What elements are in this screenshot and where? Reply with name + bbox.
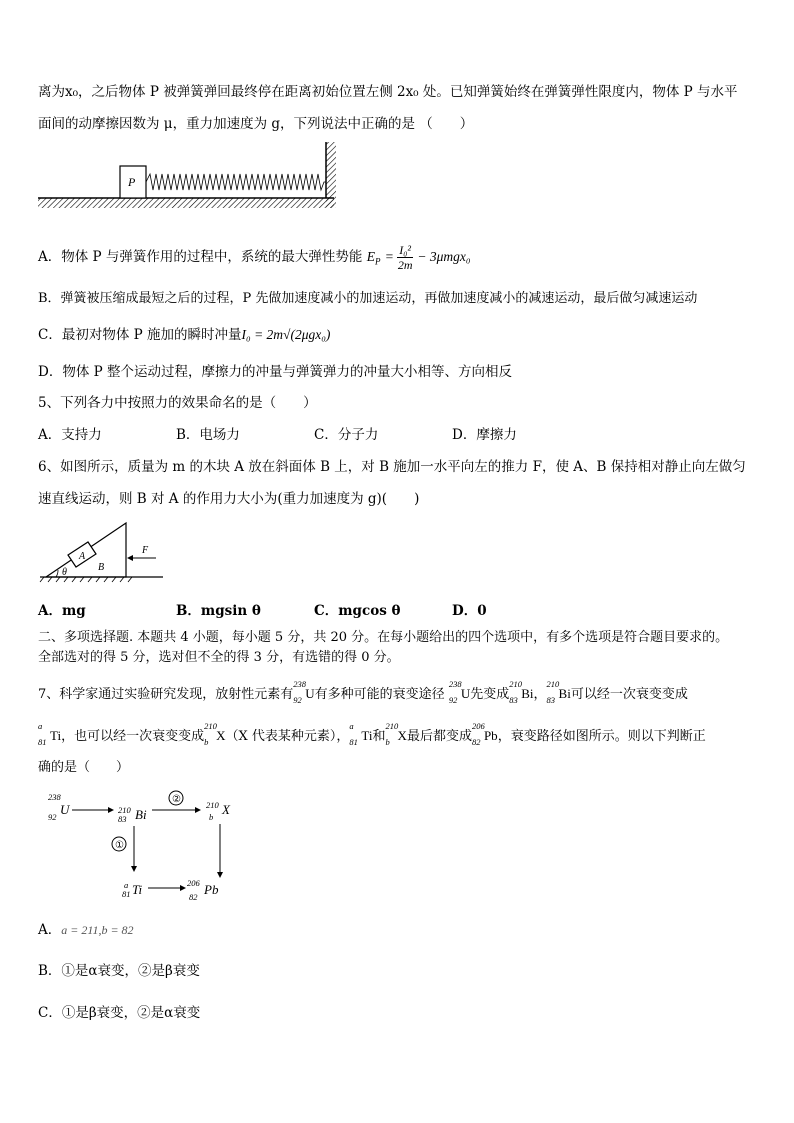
q5-option-c[interactable]: C．分子力 (314, 427, 379, 443)
nuclide-pb206: 206 82 Pb (471, 721, 498, 747)
svg-text:81: 81 (122, 889, 131, 899)
q5-option-a[interactable]: A．支持力 (38, 427, 102, 443)
svg-text:b: b (209, 812, 214, 822)
q6-stem-line2: 速直线运动，则 B 对 A 的作用力大小为(重力加速度为 g)( ) (38, 491, 420, 507)
svg-text:210: 210 (206, 800, 219, 810)
label-b: B (98, 562, 105, 573)
svg-text:a: a (124, 880, 129, 890)
q5-stem: 5、下列各力中按照力的效果命名的是（ ） (38, 395, 317, 411)
q6-option-a[interactable]: A．mg (38, 603, 86, 619)
svg-text:Ti: Ti (132, 882, 143, 897)
section2-line1: 二、多项选择题. 本题共 4 小题，每小题 5 分，共 20 分。在每小题给出的四个选项中，有多个选项是符合题目要求的。 (38, 630, 729, 645)
q6-option-d[interactable]: D．0 (452, 603, 487, 619)
svg-text:Bi: Bi (135, 807, 147, 822)
nuclide-ti: a 81 Ti (38, 721, 62, 747)
nuclide-u238: 238 92 U (293, 679, 315, 705)
q5-option-b[interactable]: B．电场力 (176, 427, 240, 443)
svg-text:210: 210 (118, 805, 131, 815)
svg-text:206: 206 (187, 878, 200, 888)
q7-stem-line3: 确的是（ ） (38, 760, 130, 775)
svg-text:83: 83 (118, 814, 127, 824)
path-label-2: ② (172, 794, 181, 805)
q7-option-a[interactable]: A．a = 211,b = 82 (38, 922, 134, 938)
q7-stem-line2: a 81 Ti，也可以经一次衰变变成 210 b X（X 代表某种元素）， a 81 Ti和 210 b X最后都变成 206 82 Pb，衰变路径如图所示。则以下判断正 (38, 721, 706, 747)
q7-option-b[interactable]: B．①是α衰变，②是β衰变 (38, 963, 200, 979)
q4-option-a[interactable]: A．物体 P 与弹簧作用的过程中，系统的最大弹性势能 $E_P$ = $\frac{\text{I₀²}}{2m}$ − 3μmgx₀ (38, 243, 471, 272)
q5-option-d[interactable]: D．摩擦力 (452, 427, 517, 443)
incline-figure (38, 518, 168, 583)
label-a: A (79, 551, 86, 562)
svg-text:Pb: Pb (204, 882, 219, 897)
label-theta: θ (62, 567, 67, 578)
q7-stem-line1: 7、科学家通过实验研究发现，放射性元素有 238 92 U有多种可能的衰变途径 238 92 U先变成 210 83 Bi， 210 83 Bi可以经一次衰变变成 (38, 679, 688, 705)
q7-option-c[interactable]: C．①是β衰变，②是α衰变 (38, 1005, 201, 1021)
label-f: F (142, 545, 149, 556)
q6-stem-line1: 6、如图所示，质量为 m 的木块 A 放在斜面体 B 上，对 B 施加一水平向左的推力 F，使 A、B 保持相对静止向左做匀 (38, 459, 746, 475)
section2-line2: 全部选对的得 5 分，选对但不全的得 3 分，有选错的得 0 分。 (38, 650, 400, 665)
svg-text:X: X (222, 802, 230, 817)
svg-text:92: 92 (48, 812, 57, 822)
nuclide-bi210: 210 83 Bi (509, 679, 534, 705)
q4-option-c[interactable]: C．最初对物体 P 施加的瞬时冲量I₀ = 2m√(2μgx₀) (38, 327, 331, 343)
q4-stem-line2: 面间的动摩擦因数为 μ，重力加速度为 g，下列说法中正确的是 （ ） (38, 116, 474, 132)
decay-diagram (44, 786, 254, 904)
svg-text:82: 82 (189, 892, 198, 902)
q4-option-d[interactable]: D．物体 P 整个运动过程，摩擦力的冲量与弹簧弹力的冲量大小相等、方向相反 (38, 364, 512, 380)
q6-option-b[interactable]: B．mgsin θ (176, 603, 261, 619)
q4-stem-line1: 离为x₀，之后物体 P 被弹簧弹回最终停在距离初始位置左侧 2x₀ 处。已知弹簧始终在弹簧弹性限度内，物体 P 与水平 (38, 84, 738, 100)
q6-option-c[interactable]: C．mgcos θ (314, 603, 401, 619)
svg-text:U: U (60, 802, 70, 817)
svg-text:238: 238 (48, 792, 61, 802)
path-label-1: ① (115, 840, 124, 851)
nuclide-x: 210 b X (204, 721, 226, 747)
q4-option-b[interactable]: B．弹簧被压缩成最短之后的过程，P 先做加速度减小的加速运动，再做加速度减小的减速运动，最后做匀减速运动 (38, 291, 698, 306)
block-p-label: P (128, 175, 136, 189)
spring (146, 174, 326, 190)
spring-block-figure (36, 140, 346, 215)
